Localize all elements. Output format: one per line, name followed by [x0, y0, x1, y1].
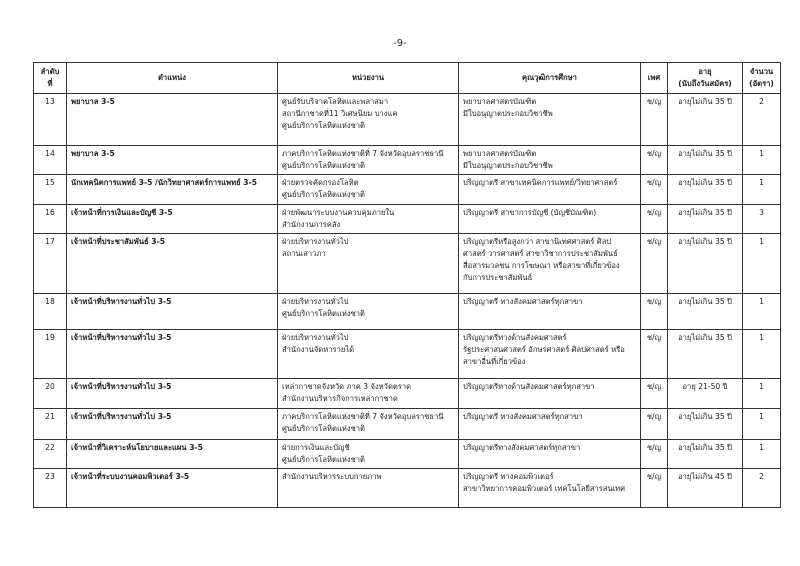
table-row	[34, 175, 781, 205]
header-qualification: คุณวุฒิการศึกษา	[459, 63, 641, 94]
row-count: 1	[743, 294, 781, 330]
row-sex: ช/ญ	[641, 234, 668, 294]
header-age	[668, 63, 743, 94]
row-seq: 23	[34, 469, 67, 508]
row-qualification	[459, 294, 641, 330]
qualification-line: ปริญญาตรี สาขาการบัญชี (บัญชีบัณฑิต)	[463, 208, 597, 217]
unit-line: สำนักงานการคลัง	[282, 220, 341, 229]
row-sex: ช/ญ	[641, 440, 668, 469]
row-seq: 20	[34, 379, 67, 409]
unit-line: ศูนย์บริการโลหิตแห่งชาติ	[282, 309, 365, 318]
unit-line: สถานีกาชาดที่11 วิเศษนิยม บางแค	[282, 109, 398, 118]
unit-line: สถานเสาวภา	[282, 249, 326, 258]
row-sex: ช/ญ	[641, 94, 668, 146]
qualification-line: สาขาวิทยาการคอมพิวเตอร์ เทคโนโลยีสารสนเทศ	[463, 484, 626, 493]
row-age: อายุไม่เกิน 35 ปี	[668, 330, 743, 379]
row-count: 1	[743, 440, 781, 469]
row-sex: ช/ญ	[641, 175, 668, 205]
row-seq: 22	[34, 440, 67, 469]
row-count: 1	[743, 379, 781, 409]
header-age-line: (นับถึงวันสมัคร)	[678, 79, 732, 88]
header-unit: หน่วยงาน	[278, 63, 459, 94]
row-age: อายุไม่เกิน 35 ปี	[668, 175, 743, 205]
row-qualification	[459, 175, 641, 205]
unit-line: ฝ่ายบริหารงานทั่วไป	[282, 297, 349, 306]
row-position: เจ้าหน้าที่ระบบงานคอมพิวเตอร์ 3-5	[67, 469, 278, 508]
header-count-line: จำนวน	[749, 67, 774, 76]
row-qualification	[459, 146, 641, 175]
header-seq-line: ลำดับ	[40, 67, 60, 76]
header-position: ตำแหน่ง	[67, 63, 278, 94]
table-row	[34, 205, 781, 234]
row-count: 1	[743, 234, 781, 294]
qualification-line: ปริญญาตรีหรือสูงกว่า สาขานิเทศศาสตร์ ศิลป	[463, 237, 612, 246]
unit-line: ศูนย์บริการโลหิตแห่งชาติ	[282, 121, 365, 130]
table-row	[34, 409, 781, 440]
qualification-line: ปริญญาตรี ทางสังคมศาสตร์ทุกสาขา	[463, 412, 583, 421]
header-seq-line: ที่	[47, 79, 53, 88]
row-age: อายุไม่เกิน 45 ปี	[668, 469, 743, 508]
table-row	[34, 440, 781, 469]
qualification-line: พยาบาลศาสตรบัณฑิต	[463, 97, 537, 106]
unit-line: ฝ่ายบริหารงานทั่วไป	[282, 333, 349, 342]
row-sex: ช/ญ	[641, 409, 668, 440]
row-unit	[278, 330, 459, 379]
row-unit	[278, 440, 459, 469]
row-count: 2	[743, 94, 781, 146]
qualification-line: ปริญญาตรีทางสังคมศาสตร์ทุกสาขา	[463, 443, 581, 452]
qualification-line: สาขาอื่นที่เกี่ยวข้อง	[463, 357, 526, 366]
row-sex: ช/ญ	[641, 379, 668, 409]
row-age: อายุไม่เกิน 35 ปี	[668, 409, 743, 440]
table-row	[34, 234, 781, 294]
table-row	[34, 94, 781, 146]
header-age-line: อายุ	[698, 67, 712, 76]
unit-line: ฝ่ายตรวจคัดกรองโลหิต	[282, 178, 359, 187]
qualification-line: ปริญญาตรี ทางคอมพิวเตอร์	[463, 472, 554, 481]
row-sex: ช/ญ	[641, 205, 668, 234]
row-count: 3	[743, 205, 781, 234]
unit-line: ศูนย์บริการโลหิตแห่งชาติ	[282, 455, 365, 464]
row-sex: ช/ญ	[641, 330, 668, 379]
row-position: เจ้าหน้าที่ประชาสัมพันธ์ 3-5	[67, 234, 278, 294]
qualification-line: ปริญญาตรี ทางสังคมศาสตร์ทุกสาขา	[463, 297, 583, 306]
row-age: อายุไม่เกิน 35 ปี	[668, 440, 743, 469]
row-unit	[278, 469, 459, 508]
row-position: พยาบาล 3-5	[67, 94, 278, 146]
header-seq	[34, 63, 67, 94]
row-unit	[278, 94, 459, 146]
row-unit	[278, 294, 459, 330]
row-position: เจ้าหน้าที่วิเคราะห์นโยบายและแผน 3-5	[67, 440, 278, 469]
row-sex: ช/ญ	[641, 294, 668, 330]
row-seq: 13	[34, 94, 67, 146]
row-unit	[278, 234, 459, 294]
unit-line: ภาคบริการโลหิตแห่งชาติที่ 7 จังหวัดอุบลราชธานี	[282, 149, 444, 158]
header-count-line: (อัตรา)	[749, 79, 774, 88]
row-count: 2	[743, 469, 781, 508]
unit-line: ศูนย์บริการโลหิตแห่งชาติ	[282, 190, 365, 199]
qualification-line: สื่อสารมวลชน การโฆษณา หรือสาขาที่เกี่ยวข้อง	[463, 261, 620, 270]
row-age: อายุไม่เกิน 35 ปี	[668, 94, 743, 146]
row-sex: ช/ญ	[641, 146, 668, 175]
row-position: เจ้าหน้าที่บริหารงานทั่วไป 3-5	[67, 294, 278, 330]
row-count: 1	[743, 330, 781, 379]
unit-line: เหล่ากาชาดจังหวัด ภาค 3 จังหวัดตราด	[282, 382, 412, 391]
row-unit	[278, 205, 459, 234]
row-position: เจ้าหน้าที่การเงินและบัญชี 3-5	[67, 205, 278, 234]
row-unit	[278, 175, 459, 205]
qualification-line: พยาบาลศาสตรบัณฑิต	[463, 149, 537, 158]
header-count	[743, 63, 781, 94]
row-unit	[278, 146, 459, 175]
unit-line: ศูนย์บริการโลหิตแห่งชาติ	[282, 161, 365, 170]
qualification-line: กับการประชาสัมพันธ์	[463, 273, 533, 282]
row-position: เจ้าหน้าที่บริหารงานทั่วไป 3-5	[67, 409, 278, 440]
header-row	[34, 63, 781, 94]
row-unit	[278, 379, 459, 409]
header-sex: เพศ	[641, 63, 668, 94]
positions-table	[33, 62, 781, 508]
row-qualification	[459, 379, 641, 409]
qualification-line: ศาสตร์ วารศาสตร์ สาขาวิชาการประชาสัมพันธ์	[463, 249, 618, 258]
row-position: นักเทคนิคการแพทย์ 3-5 /นักวิทยาศาสตร์การแพทย์ 3-5	[67, 175, 278, 205]
table-row	[34, 146, 781, 175]
unit-line: สำนักงานบริหารกิจการเหล่ากาชาด	[282, 394, 398, 403]
row-qualification	[459, 469, 641, 508]
row-qualification	[459, 409, 641, 440]
row-seq: 17	[34, 234, 67, 294]
row-qualification	[459, 205, 641, 234]
row-age: อายุไม่เกิน 35 ปี	[668, 205, 743, 234]
unit-line: ศูนย์บริการโลหิตแห่งชาติ	[282, 424, 365, 433]
row-age: อายุไม่เกิน 35 ปี	[668, 234, 743, 294]
unit-line: ภาคบริการโลหิตแห่งชาติที่ 7 จังหวัดอุบลราชธานี	[282, 412, 444, 421]
row-count: 1	[743, 409, 781, 440]
row-age: อายุไม่เกิน 35 ปี	[668, 146, 743, 175]
row-position: เจ้าหน้าที่บริหารงานทั่วไป 3-5	[67, 379, 278, 409]
page-number: -9-	[393, 38, 407, 49]
row-qualification	[459, 440, 641, 469]
unit-line: ฝ่ายการเงินและบัญชี	[282, 443, 350, 452]
row-seq: 21	[34, 409, 67, 440]
row-seq: 19	[34, 330, 67, 379]
unit-line: ฝ่ายบริหารงานทั่วไป	[282, 237, 349, 246]
row-position: พยาบาล 3-5	[67, 146, 278, 175]
qualification-line: มีใบอนุญาตประกอบวิชาชีพ	[463, 109, 553, 118]
table-row	[34, 469, 781, 508]
row-age: อายุไม่เกิน 35 ปี	[668, 294, 743, 330]
qualification-line: ปริญญาตรี สาขาเทคนิคการแพทย์/วิทยาศาสตร์	[463, 178, 618, 187]
table-row	[34, 294, 781, 330]
unit-line: สำนักงานจัดหารายได้	[282, 345, 355, 354]
row-seq: 14	[34, 146, 67, 175]
row-seq: 18	[34, 294, 67, 330]
unit-line: ศูนย์รับบริจาคโลหิตและพลาสมา	[282, 97, 389, 106]
qualification-line: ปริญญาตรีทางด้านสังคมศาสตร์	[463, 333, 567, 342]
row-count: 1	[743, 175, 781, 205]
row-seq: 15	[34, 175, 67, 205]
qualification-line: รัฐประศาสนศาสตร์ อักษรศาสตร์ ศิลปศาสตร์ หรือ	[463, 345, 625, 354]
unit-line: สำนักงานบริหารระบบกายภาพ	[282, 472, 382, 481]
unit-line: ฝ่ายพัฒนาระบบงานควบคุมภายใน	[282, 208, 395, 217]
row-qualification	[459, 234, 641, 294]
row-seq: 16	[34, 205, 67, 234]
qualification-line: มีใบอนุญาตประกอบวิชาชีพ	[463, 161, 553, 170]
row-position: เจ้าหน้าที่บริหารงานทั่วไป 3-5	[67, 330, 278, 379]
table-row	[34, 330, 781, 379]
row-sex: ช/ญ	[641, 469, 668, 508]
row-unit	[278, 409, 459, 440]
table-row	[34, 379, 781, 409]
row-qualification	[459, 330, 641, 379]
qualification-line: ปริญญาตรีทางด้านสังคมศาสตร์ทุกสาขา	[463, 382, 595, 391]
row-count: 1	[743, 146, 781, 175]
row-qualification	[459, 94, 641, 146]
row-age: อายุ 21-50 ปี	[668, 379, 743, 409]
